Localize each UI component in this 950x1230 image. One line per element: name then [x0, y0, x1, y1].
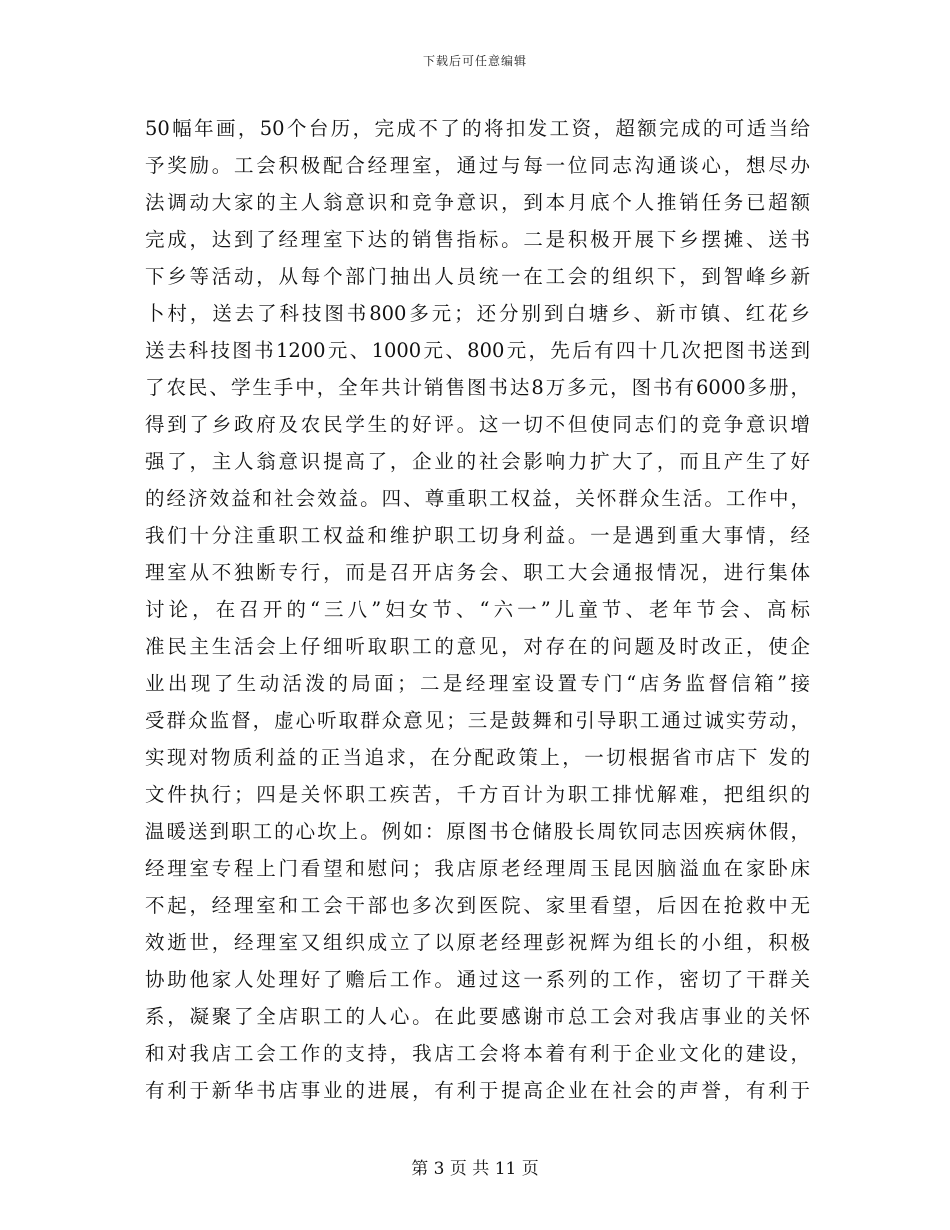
- text-line: 文件执行；四是关怀职工疾苦，千方百计为职工排忧解难，把组织的: [145, 783, 810, 806]
- text-line: 强了，主人翁意识提高了，企业的社会影响力扩大了，而且产生了好: [145, 450, 810, 473]
- text-line: 送去科技图书1200元、1000元、800元，先后有四十几次把图书送到: [145, 339, 810, 362]
- text-line: 协助他家人处理好了赡后工作。通过这一系列的工作，密切了干群关: [145, 968, 810, 991]
- text-line: 业出现了生动活泼的局面；二是经理室设置专门“店务监督信箱”接: [145, 672, 810, 695]
- text-line: 和对我店工会工作的支持，我店工会将本着有利于企业文化的建设，: [145, 1042, 810, 1065]
- body-text: [145, 110, 810, 1109]
- text-line: 准民主生活会上仔细听取职工的意见，对存在的问题及时改正，使企: [145, 635, 810, 658]
- text-line: 得到了乡政府及农民学生的好评。这一切不但使同志们的竞争意识增: [145, 413, 810, 436]
- text-line: 不起，经理室和工会干部也多次到医院、家里看望，后因在抢救中无: [145, 894, 810, 917]
- page-header: 下载后可任意编辑: [422, 54, 527, 68]
- text-line: 经理室专程上门看望和慰问；我店原老经理周玉昆因脑溢血在家卧床: [145, 857, 810, 880]
- text-line: 有利于新华书店事业的进展，有利于提高企业在社会的声誉，有利于: [145, 1079, 810, 1102]
- text-line: 完成，达到了经理室下达的销售指标。二是积极开展下乡摆摊、送书: [145, 228, 810, 251]
- text-line: 卜村，送去了科技图书800多元；还分别到白塘乡、新市镇、红花乡: [145, 302, 810, 325]
- page-number: 第 3 页 共 11 页: [411, 1159, 539, 1179]
- text-line: 的经济效益和社会效益。四、尊重职工权益，关怀群众生活。工作中，: [145, 487, 810, 510]
- text-line: 讨论，在召开的“三八”妇女节、“六一”儿童节、老年节会、高标: [145, 598, 810, 621]
- text-line: 我们十分注重职工权益和维护职工切身利益。一是遇到重大事情，经: [145, 524, 810, 547]
- text-line: 效逝世，经理室又组织成立了以原老经理彭祝辉为组长的小组，积极: [145, 931, 810, 954]
- text-line: 理室从不独断专行，而是召开店务会、职工大会通报情况，进行集体: [145, 561, 810, 584]
- text-line: 温暖送到职工的心坎上。例如：原图书仓储股长周钦同志因疾病休假，: [145, 820, 810, 843]
- text-line: 实现对物质利益的正当追求，在分配政策上，一切根据省市店下 发的: [145, 746, 810, 769]
- text-line: 法调动大家的主人翁意识和竞争意识，到本月底个人推销任务已超额: [145, 191, 810, 214]
- text-line: 了农民、学生手中，全年共计销售图书达8万多元，图书有6000多册，: [145, 376, 810, 399]
- text-line: 50幅年画，50个台历，完成不了的将扣发工资，超额完成的可适当给: [145, 117, 810, 140]
- text-line: 系，凝聚了全店职工的人心。在此要感谢市总工会对我店事业的关怀: [145, 1005, 810, 1028]
- text-line: 予奖励。工会积极配合经理室，通过与每一位同志沟通谈心，想尽办: [145, 154, 810, 177]
- text-line: 受群众监督，虚心听取群众意见；三是鼓舞和引导职工通过诚实劳动，: [145, 709, 810, 732]
- text-line: 下乡等活动，从每个部门抽出人员统一在工会的组织下，到智峰乡新: [145, 265, 810, 288]
